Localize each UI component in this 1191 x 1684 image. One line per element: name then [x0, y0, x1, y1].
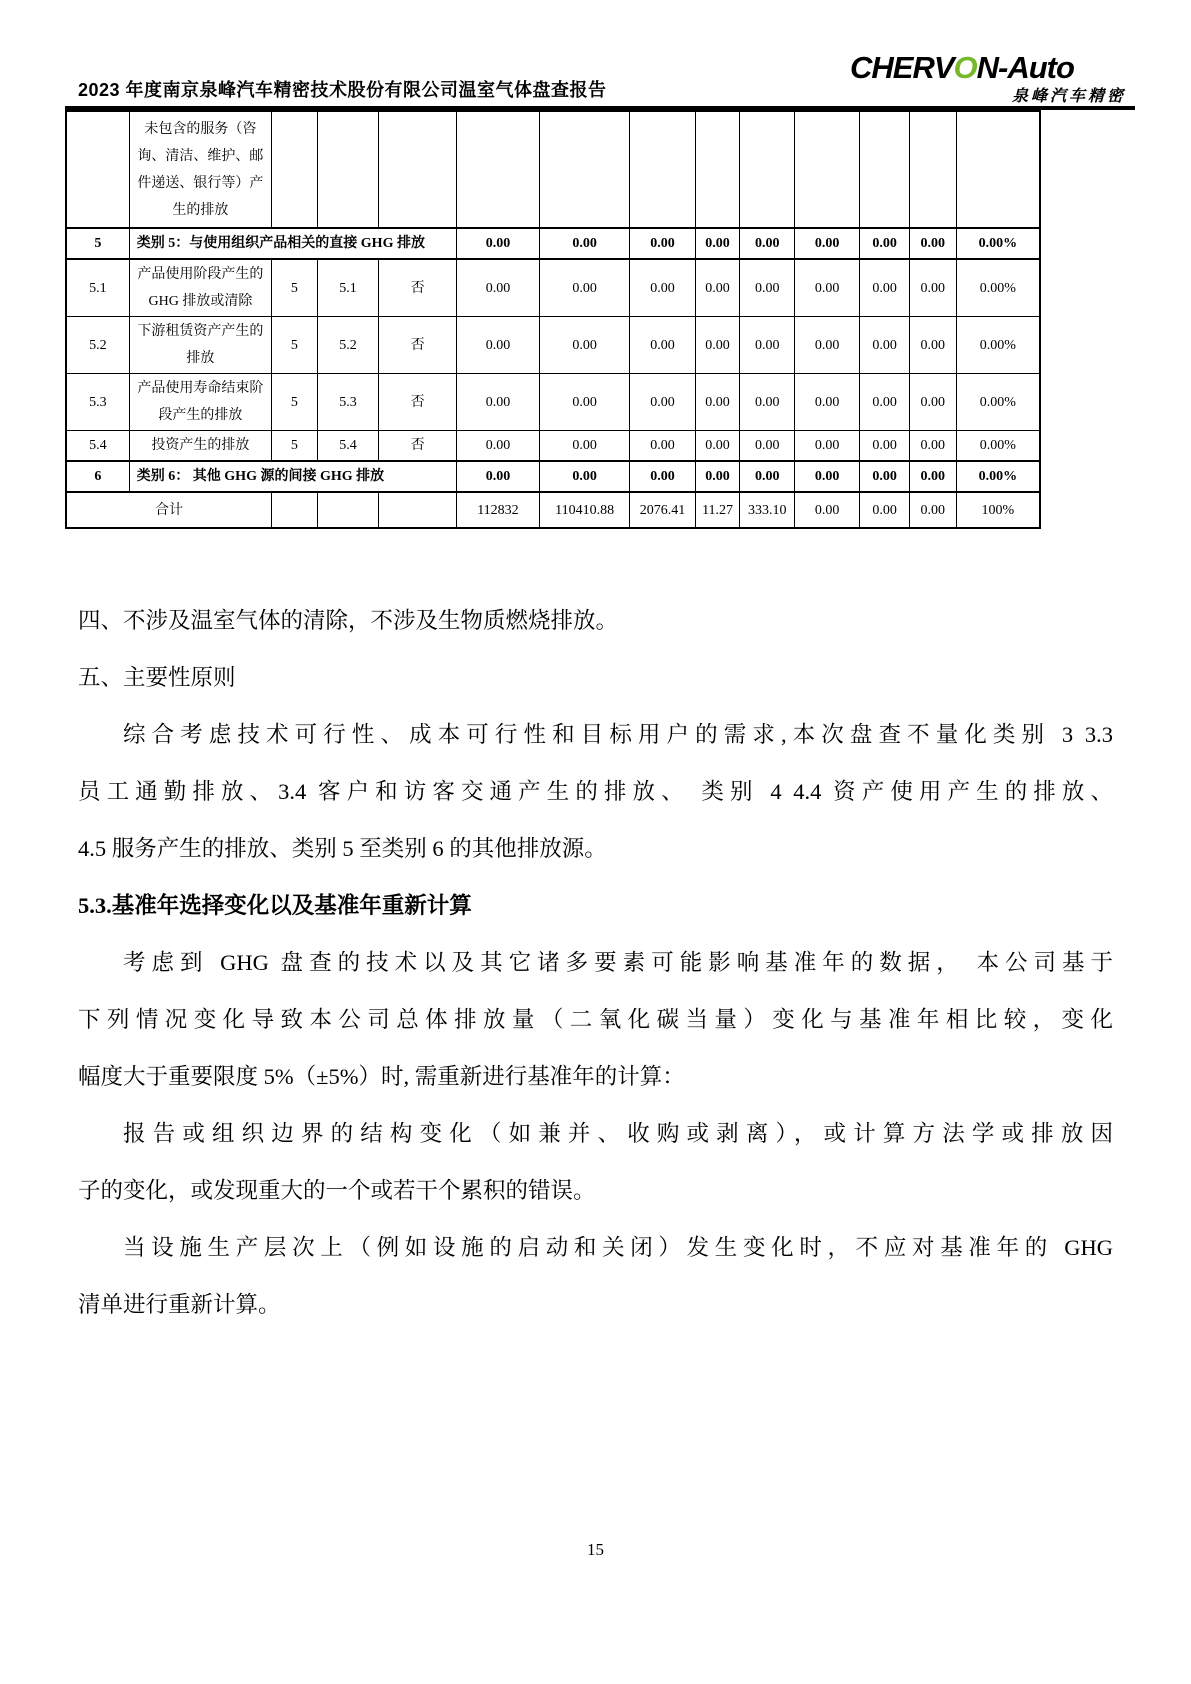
body-text: [78, 592, 1113, 1333]
section-4-heading: 四、不涉及温室气体的清除，不涉及生物质燃烧排放。: [78, 608, 619, 633]
table-cell: 0.00: [794, 461, 859, 492]
table-cell: 0.00%: [956, 461, 1040, 492]
table-cell: 0.00: [794, 431, 859, 462]
paragraph-line: 子的变化，或发现重大的一个或若干个累积的错误。: [78, 1178, 596, 1203]
table-cell: 0.00%: [956, 228, 1040, 259]
table-cell: 0.00: [630, 259, 695, 317]
table-cell: 0.00: [457, 431, 540, 462]
logo-wordmark: [850, 50, 1140, 86]
table-row: [66, 492, 1040, 528]
table-cell: 2076.41: [630, 492, 695, 528]
table-cell: 0.00: [539, 228, 630, 259]
table-cell: 0.00: [630, 461, 695, 492]
table-cell: 0.00: [794, 317, 859, 374]
table-cell: 0.00: [539, 461, 630, 492]
table-cell: 112832: [457, 492, 540, 528]
table-cell: 否: [379, 259, 457, 317]
table-cell: 0.00: [457, 461, 540, 492]
table-cell: 0.00: [457, 374, 540, 431]
table-cell: 5.2: [317, 317, 378, 374]
paragraph-line: 当设施生产层次上（例如设施的启动和关闭）发生变化时，不应对基准年的 GHG: [123, 1235, 1113, 1260]
table-cell: 0.00: [909, 431, 956, 462]
table-cell: 0.00: [909, 259, 956, 317]
table-cell: 333.10: [740, 492, 795, 528]
paragraph-line: 考虑到 GHG 盘查的技术以及其它诸多要素可能影响基准年的数据， 本公司基于: [123, 950, 1113, 975]
table-cell: 0.00: [860, 431, 910, 462]
section-5-heading: 五、主要性原则: [78, 665, 236, 690]
table-cell: 0.00: [860, 259, 910, 317]
table-cell: 0.00: [630, 228, 695, 259]
table-cell: 0.00: [740, 431, 795, 462]
table-cell: 未包含的服务（咨询、清洁、维护、邮件递送、银行等）产生的排放: [129, 111, 271, 228]
table-cell: 0.00: [794, 374, 859, 431]
table-cell: 0.00: [539, 317, 630, 374]
table-cell: 投资产生的排放: [129, 431, 271, 462]
table-cell: 0.00: [630, 374, 695, 431]
table-cell: 类别 6： 其他 GHG 源的间接 GHG 排放: [129, 461, 456, 492]
table-row: [66, 374, 1040, 431]
table-cell: 5.1: [66, 259, 129, 317]
logo-text-prefix: CHERV: [850, 50, 954, 85]
table-cell: 0.00%: [956, 317, 1040, 374]
table-cell: 0.00%: [956, 259, 1040, 317]
table-cell: 下游租赁资产产生的排放: [129, 317, 271, 374]
table-cell: 0.00: [860, 374, 910, 431]
table-cell-empty: [66, 111, 129, 228]
table-cell: 0.00: [860, 492, 910, 528]
table-cell: 产品使用寿命结束阶段产生的排放: [129, 374, 271, 431]
table-cell: 0.00: [695, 228, 740, 259]
paragraph-line: 下列情况变化导致本公司总体排放量（二氧化碳当量）变化与基准年相比较，变化: [78, 1007, 1113, 1032]
table-cell: 5.4: [66, 431, 129, 462]
table-cell: 0.00: [539, 259, 630, 317]
table-cell: 5: [272, 431, 318, 462]
paragraph-line: 综合考虑技术可行性、成本可行性和目标用户的需求,本次盘查不量化类别 3 3.3: [123, 722, 1113, 747]
table-cell-empty: [794, 111, 859, 228]
table-cell: 0.00: [909, 317, 956, 374]
logo-o-mark: O: [953, 50, 977, 85]
table-cell: 0.00: [794, 492, 859, 528]
table-cell: 0.00: [695, 431, 740, 462]
paragraph-line: 报告或组织边界的结构变化（如兼并、收购或剥离），或计算方法学或排放因: [123, 1121, 1113, 1146]
table-cell: 0.00: [740, 259, 795, 317]
table-cell: 5.3: [317, 374, 378, 431]
table-cell-empty: [909, 111, 956, 228]
table-cell: 0.00: [630, 431, 695, 462]
table-cell: 0.00: [695, 461, 740, 492]
table-cell: 5: [272, 317, 318, 374]
table-cell-empty: [539, 111, 630, 228]
table-cell: 0.00: [740, 228, 795, 259]
table-cell: 11.27: [695, 492, 740, 528]
table-cell-empty: [860, 111, 910, 228]
table-cell: 0.00: [860, 228, 910, 259]
table-cell: 5: [272, 374, 318, 431]
table-cell-empty: [956, 111, 1040, 228]
table-cell-empty: [272, 111, 318, 228]
table-cell: 0.00: [909, 461, 956, 492]
table-cell-empty: [630, 111, 695, 228]
table-row: [66, 111, 1040, 228]
table-cell: 否: [379, 431, 457, 462]
table-cell: 0.00: [630, 317, 695, 374]
table-cell: 0.00: [860, 317, 910, 374]
table-cell: 0.00: [457, 259, 540, 317]
table-cell: 100%: [956, 492, 1040, 528]
table-cell: 否: [379, 317, 457, 374]
table-row: [66, 228, 1040, 259]
table-cell: 0.00: [695, 317, 740, 374]
table-cell: 0.00: [539, 431, 630, 462]
table-cell: 0.00: [909, 374, 956, 431]
table-row: [66, 461, 1040, 492]
table-cell: 产品使用阶段产生的 GHG 排放或清除: [129, 259, 271, 317]
section-5-3-heading: 5.3.基准年选择变化以及基准年重新计算: [78, 893, 472, 918]
page-header-title: 2023 年度南京泉峰汽车精密技术股份有限公司温室气体盘查报告: [78, 80, 607, 100]
paragraph-line: 员工通勤排放、3.4 客户和访客交通产生的排放、 类别 4 4.4 资产使用产生的排放、: [78, 779, 1113, 804]
ghg-table-body: [66, 111, 1040, 528]
table-cell-empty: [379, 111, 457, 228]
table-cell: 0.00: [740, 317, 795, 374]
table-cell: 5.3: [66, 374, 129, 431]
table-cell-empty: [695, 111, 740, 228]
paragraph-line: 幅度大于重要限度 5%（±5%）时, 需重新进行基准年的计算：: [78, 1064, 685, 1089]
table-cell: 5: [66, 228, 129, 259]
table-cell: 0.00: [695, 374, 740, 431]
table-cell: 0.00: [695, 259, 740, 317]
table-cell: 0.00: [539, 374, 630, 431]
table-cell-empty: [317, 492, 378, 528]
logo-text-suffix: N-Auto: [976, 50, 1074, 85]
table-row: [66, 259, 1040, 317]
table-cell-empty: [379, 492, 457, 528]
table-cell: 0.00: [740, 374, 795, 431]
table-cell: 6: [66, 461, 129, 492]
table-cell: 5.2: [66, 317, 129, 374]
table-cell: 0.00: [457, 228, 540, 259]
table-cell: 0.00: [740, 461, 795, 492]
table-cell: 0.00: [860, 461, 910, 492]
table-cell-empty: [317, 111, 378, 228]
table-cell: 类别 5：与使用组织产品相关的直接 GHG 排放: [129, 228, 456, 259]
ghg-emissions-table: [65, 110, 1041, 529]
table-cell: 0.00: [457, 317, 540, 374]
table-cell-empty: [272, 492, 318, 528]
table-cell: 5.1: [317, 259, 378, 317]
table-cell-empty: [740, 111, 795, 228]
logo-chinese-subtitle: 泉峰汽车精密: [1011, 88, 1126, 105]
table-cell: 0.00%: [956, 431, 1040, 462]
paragraph-line: 清单进行重新计算。: [78, 1292, 281, 1317]
table-cell: 否: [379, 374, 457, 431]
table-cell: 5: [272, 259, 318, 317]
table-cell-empty: [457, 111, 540, 228]
table-cell: 0.00: [794, 228, 859, 259]
page-number: 15: [587, 1540, 604, 1559]
paragraph-line: 4.5 服务产生的排放、类别 5 至类别 6 的其他排放源。: [78, 836, 607, 861]
table-row: [66, 317, 1040, 374]
table-cell: 0.00: [909, 228, 956, 259]
table-cell: 0.00%: [956, 374, 1040, 431]
table-cell: 5.4: [317, 431, 378, 462]
table-row: [66, 431, 1040, 462]
table-cell: 110410.88: [539, 492, 630, 528]
table-cell: 0.00: [909, 492, 956, 528]
chervon-auto-logo: [850, 50, 1140, 106]
table-cell: 0.00: [794, 259, 859, 317]
table-cell: 合计: [66, 492, 272, 528]
